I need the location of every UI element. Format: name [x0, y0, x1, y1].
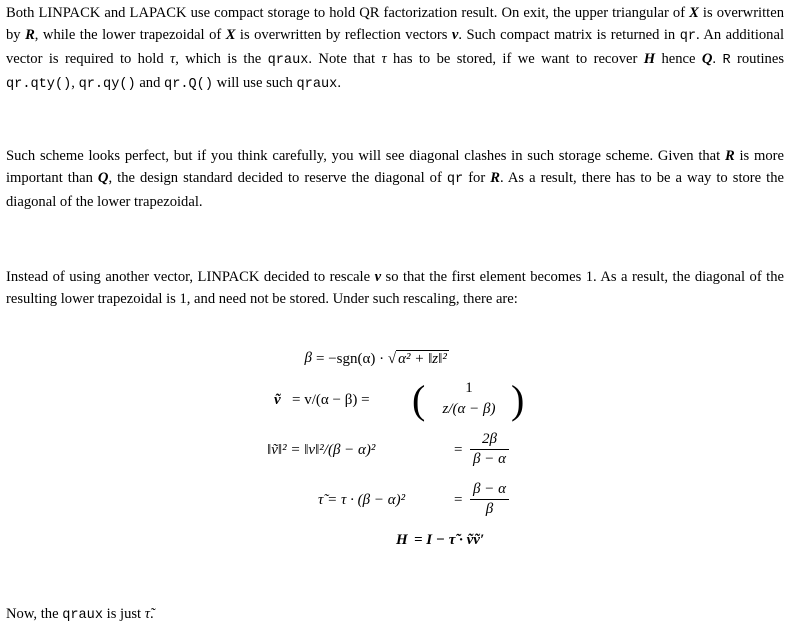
equation-beta — [0, 350, 790, 372]
eq4-equals: = — [454, 492, 463, 508]
vector-top: 1 — [465, 380, 473, 396]
code-qr: qr — [446, 172, 464, 187]
text: has to be stored, if we want to recover — [386, 51, 644, 67]
text: and — [135, 75, 165, 91]
equation-H — [0, 532, 790, 554]
math-R: R — [490, 170, 500, 186]
math-v: v — [374, 269, 382, 285]
math-X: X — [689, 5, 699, 21]
eq5-lhs: H — [396, 532, 408, 548]
text: so that the first element becomes 1. As a result, the diagonal of the resulting lower trapezoidal is 1, and need not be stored. Under such rescaling, there are: — [6, 269, 785, 307]
paragraph-1 — [6, 2, 784, 96]
text: . — [712, 51, 723, 67]
text: . As a result, there has to be a way to store the diagonal of the lower trapezoidal. — [6, 170, 784, 210]
math-Q: Q — [97, 170, 109, 186]
eq4-denominator: β — [485, 501, 494, 517]
eq5-rhs: = I − τ̃ · ṽṽ′ — [414, 532, 485, 548]
code-R: R — [722, 53, 731, 68]
math-tau: τ — [381, 51, 387, 67]
eq2-vector — [426, 378, 512, 420]
code-qraux: qraux — [62, 608, 103, 623]
math-H: H — [643, 51, 656, 67]
paragraph-3 — [6, 266, 784, 310]
code-qr-qy: qr.qy() — [78, 77, 136, 92]
eq3-numerator: 2β — [470, 430, 509, 450]
code-qr: qr — [679, 29, 697, 44]
paragraph-2 — [6, 145, 784, 213]
eq1-rhs: = −sgn(α) · — [316, 351, 388, 367]
equation-tautilde — [0, 480, 790, 524]
text: Such scheme looks perfect, but if you think carefully, you will see diagonal clashes in such storage scheme. Given that — [6, 148, 725, 164]
eq4-lhs: τ̃ = τ · (β − α)² — [318, 492, 406, 508]
left-paren: ( — [412, 377, 426, 422]
code-qr-Q: qr.Q() — [164, 77, 213, 92]
math-R: R — [25, 27, 35, 43]
right-paren: ) — [511, 377, 525, 422]
text: is overwritten by — [6, 5, 784, 43]
eq1-radicand: α² + ‖z‖² — [398, 351, 447, 367]
math-tau: τ — [170, 51, 176, 67]
code-qraux: qraux — [296, 77, 338, 92]
sqrt-sign: √ — [387, 351, 397, 367]
eq4-numerator: β − α — [470, 480, 509, 500]
math-tau-tilde: τ̃ — [144, 606, 150, 622]
text: routines — [730, 51, 785, 67]
math-v: v — [451, 27, 459, 43]
text: , which is the — [175, 51, 268, 67]
text: is more important than — [6, 148, 784, 186]
text: for — [463, 170, 491, 186]
eq3-equals: = — [454, 442, 463, 458]
math-R: R — [724, 148, 735, 164]
text: , the design standard decided to reserve the diagonal of — [108, 170, 447, 186]
vector-bottom: z/(α − β) — [442, 401, 496, 417]
text: . Such compact matrix is returned in — [458, 27, 680, 43]
eq2-rhs: = v/(α − β) = — [292, 392, 370, 408]
text: is overwritten by reflection vectors — [235, 27, 452, 43]
math-X: X — [225, 27, 236, 43]
eq1-lhs: β — [304, 350, 312, 366]
code-qraux: qraux — [267, 53, 309, 68]
text: Now, the — [6, 606, 63, 622]
text: . — [150, 606, 154, 622]
text: hence — [655, 51, 702, 67]
text: . Note that — [308, 51, 382, 67]
equation-vtilde — [0, 378, 790, 426]
eq4-fraction — [470, 480, 509, 519]
text: will use such — [213, 75, 297, 91]
text: is just — [103, 606, 145, 622]
eq2-lhs: ṽ — [274, 392, 281, 408]
eq3-denominator: β − α — [473, 451, 506, 467]
text: , while the lower trapezoidal of — [34, 27, 226, 43]
code-qr-qty: qr.qty() — [6, 77, 72, 92]
text: . An additional vector is required to hold — [6, 27, 785, 67]
eq3-fraction — [470, 430, 509, 469]
equation-vnorm — [0, 430, 790, 474]
text: Both LINPACK and LAPACK use compact storage to hold QR factorization result. On exit, the upper triangular of — [6, 5, 690, 21]
eq3-lhs: ‖ṽ‖² = ‖v‖²/(β − α)² — [267, 442, 376, 458]
paragraph-4 — [6, 603, 784, 627]
text: , — [71, 75, 79, 91]
math-Q: Q — [701, 51, 713, 67]
text: Instead of using another vector, LINPACK decided to rescale — [6, 269, 375, 285]
text: . — [337, 75, 341, 91]
